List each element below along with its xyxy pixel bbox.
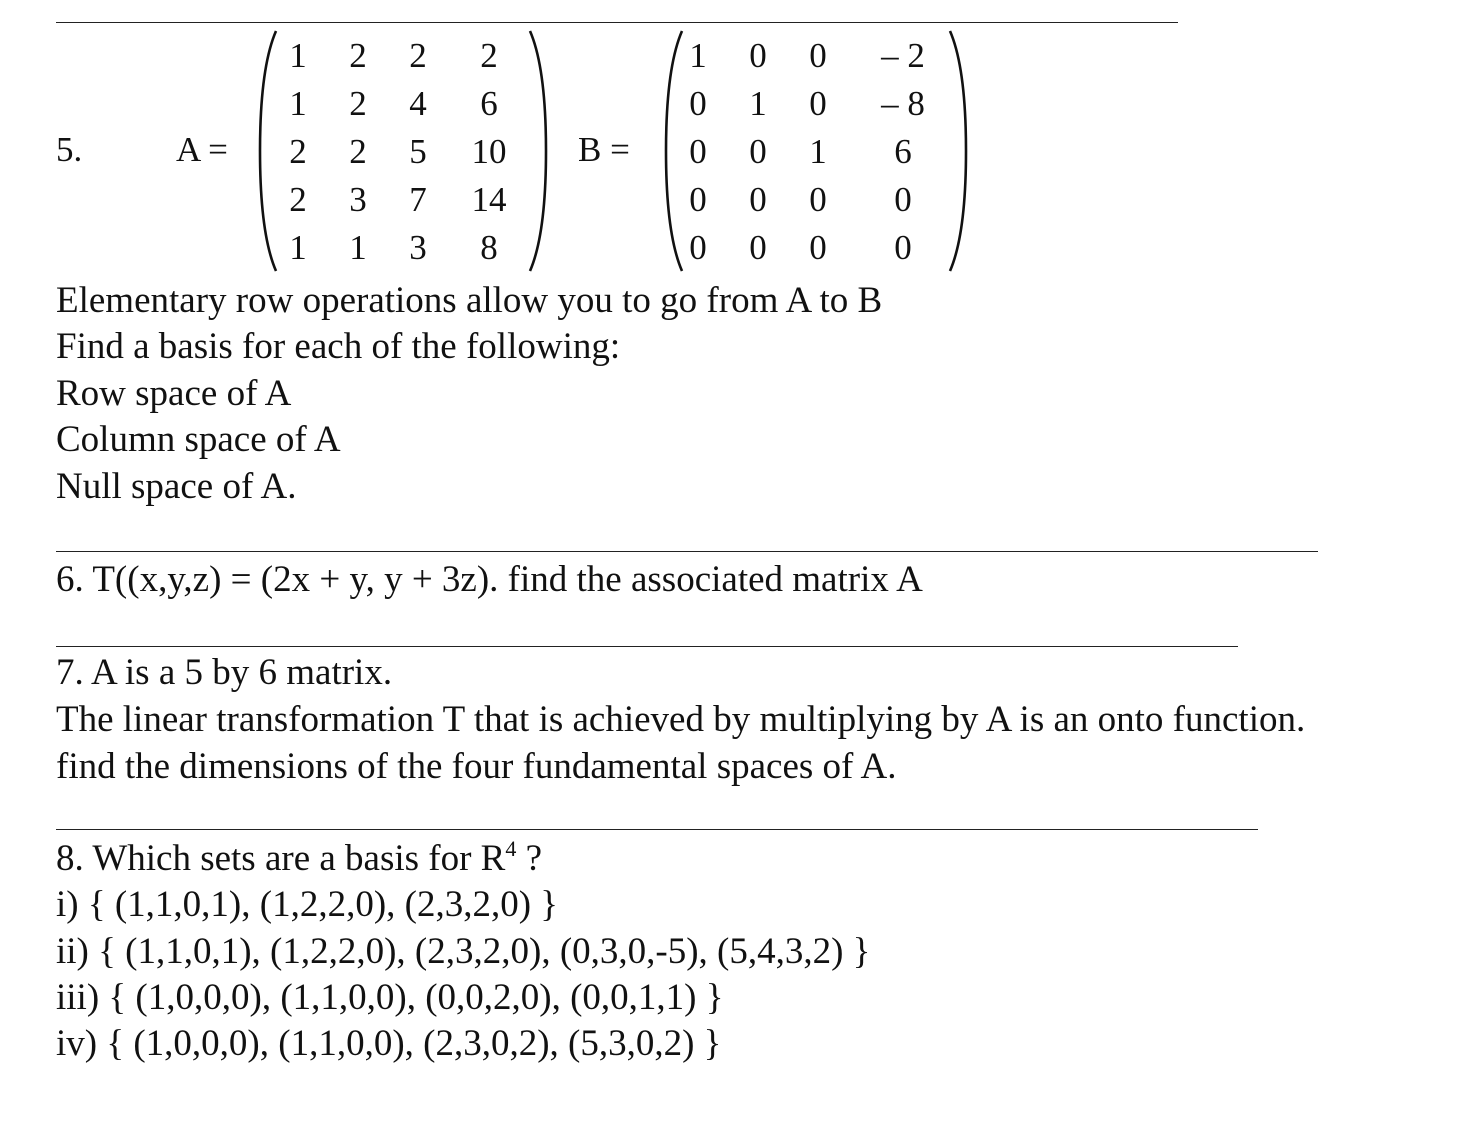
matrix-a-cell: 2 [349,84,367,123]
matrix-a-cell: 6 [480,84,498,123]
matrix-b-cell: 0 [809,36,827,75]
matrix-b-cell: 0 [809,180,827,219]
question-8-option: iii) { (1,0,0,0), (1,1,0,0), (0,0,2,0), (0,0,1,1) } [56,977,724,1018]
matrix-a-cell: 10 [471,132,507,171]
question-5-line: Column space of A [56,419,341,460]
matrix-a-cell: 3 [349,180,367,219]
question-8-title-end: ? [516,838,543,879]
matrix-b-cell: 0 [689,228,707,267]
matrix-b-cell: 6 [894,132,912,171]
matrix-a-cell: 14 [471,180,507,219]
separator-q8 [56,829,1258,830]
matrix-b-cell: 0 [809,228,827,267]
question-7-line: The linear transformation T that is achieved by multiplying by A is an onto function. [56,699,1306,740]
matrix-a-cell: 7 [409,180,427,219]
matrix-b-cell: 0 [809,84,827,123]
matrix-a-cell: 1 [289,36,307,75]
matrix-b-cell: 1 [749,84,767,123]
question-5-line: Find a basis for each of the following: [56,326,621,367]
question-8-title-text: 8. Which sets are a basis for R [56,838,506,879]
question-6-text: 6. T((x,y,z) = (2x + y, y + 3z). find the associated matrix A [56,559,923,600]
matrix-b [664,28,970,276]
question-8-option: iv) { (1,0,0,0), (1,1,0,0), (2,3,0,2), (5,3,0,2) } [56,1023,722,1064]
question-8-option: i) { (1,1,0,1), (1,2,2,0), (2,3,2,0) } [56,884,559,925]
matrix-b-cell: 0 [894,180,912,219]
matrix-a-right-paren [528,28,548,274]
matrix-a-cell: 2 [289,180,307,219]
matrix-b-cell: 1 [689,36,707,75]
question-5-number: 5. [56,130,83,169]
question-5-line: Elementary row operations allow you to go from A to B [56,280,883,321]
matrix-a-cell: 2 [289,132,307,171]
matrix-a-cell: 2 [409,36,427,75]
matrix-b-cell: 0 [689,180,707,219]
separator-q7 [56,646,1238,647]
matrix-a-cell: 2 [349,36,367,75]
question-8-title [56,836,542,882]
question-8-title-exponent: 4 [505,836,517,861]
separator-q6 [56,551,1318,552]
matrix-a-cell: 2 [349,132,367,171]
matrix-a-cell: 1 [289,84,307,123]
question-7-line: find the dimensions of the four fundamental spaces of A. [56,746,897,787]
question-5-line: Null space of A. [56,466,297,507]
matrix-a-cell: 5 [409,132,427,171]
matrix-b-cell: – 8 [881,84,925,123]
separator-top [56,22,1178,23]
question-7-title: 7. A is a 5 by 6 matrix. [56,652,393,693]
matrix-a-cell: 4 [409,84,427,123]
matrix-b-right-paren [948,28,968,274]
matrix-b-cell: 0 [894,228,912,267]
question-8-option: ii) { (1,1,0,1), (1,2,2,0), (2,3,2,0), (0,3,0,-5), (5,4,3,2) } [56,931,871,972]
matrix-b-cell: 0 [749,132,767,171]
matrix-a [258,28,548,276]
matrix-b-label: B = [578,130,630,169]
matrix-a-cell: 2 [480,36,498,75]
matrix-b-cell: 0 [749,36,767,75]
matrix-a-cell: 1 [349,228,367,267]
matrix-b-cell: 0 [749,180,767,219]
matrix-b-cell: 0 [689,84,707,123]
matrix-a-label: A = [176,130,228,169]
matrix-a-cell: 8 [480,228,498,267]
question-5-line: Row space of A [56,373,292,414]
matrix-b-cell: 0 [689,132,707,171]
matrix-b-cell: 0 [749,228,767,267]
matrix-a-cell: 3 [409,228,427,267]
matrix-b-cell: 1 [809,132,827,171]
matrix-b-cell: – 2 [881,36,925,75]
matrix-a-cell: 1 [289,228,307,267]
